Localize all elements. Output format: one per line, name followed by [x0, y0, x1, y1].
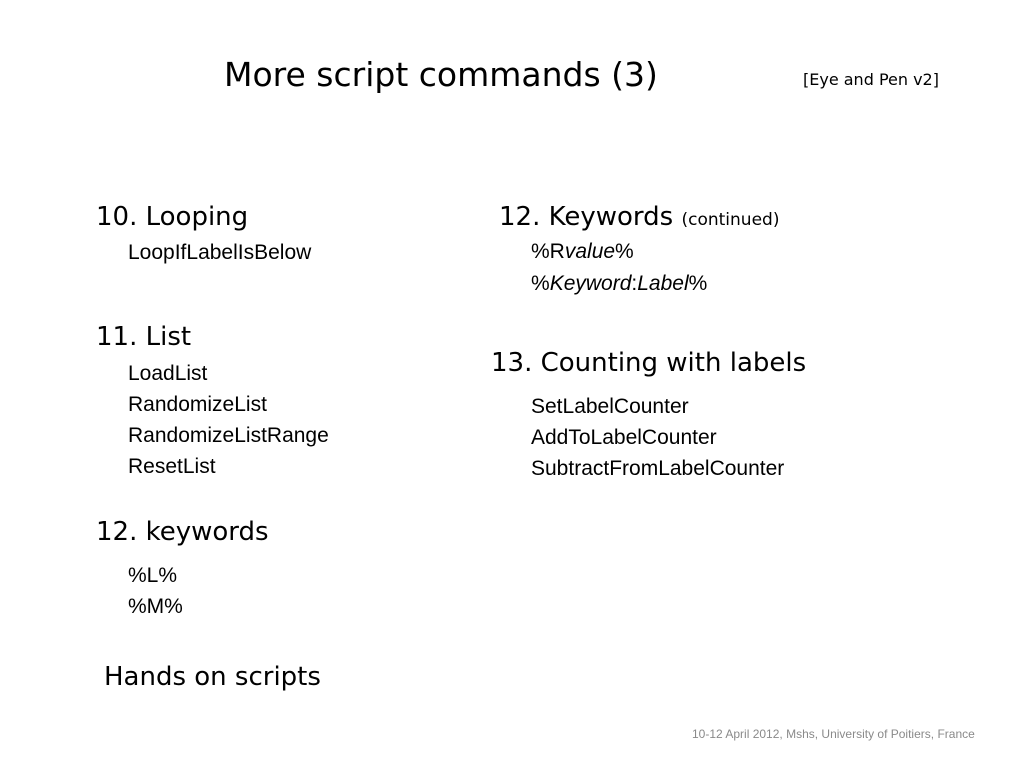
heading-looping: 10. Looping	[96, 202, 249, 232]
list-item: RandomizeListRange	[128, 424, 329, 447]
continued-note: (continued)	[681, 210, 780, 230]
hands-on-text: Hands on scripts	[104, 662, 321, 692]
counting-list	[531, 391, 784, 484]
r-prefix: %R	[531, 240, 565, 263]
counting-item: AddToLabelCounter	[531, 426, 717, 449]
list-item: LoadList	[128, 362, 208, 385]
heading-counting: 13. Counting with labels	[491, 348, 807, 378]
heading-list: 11. List	[96, 322, 192, 352]
list-item: RandomizeList	[128, 393, 267, 416]
list-item: ResetList	[128, 455, 216, 478]
keywords-list	[128, 560, 183, 622]
counting-item: SubtractFromLabelCounter	[531, 457, 785, 480]
k-prefix: %	[531, 272, 550, 295]
heading-keywords-continued	[499, 202, 779, 235]
looping-list	[128, 237, 311, 268]
list-commands	[128, 358, 329, 482]
k-keyword: Keyword	[549, 272, 632, 295]
version-tag: [Eye and Pen v2]	[803, 70, 939, 89]
k-label: Label	[637, 272, 689, 295]
looping-item: LoopIfLabelIsBelow	[128, 241, 312, 264]
keyword-item: %L%	[128, 564, 178, 587]
slide-title: More script commands (3)	[224, 55, 658, 94]
keywords-continued-title: 12. Keywords	[499, 202, 674, 232]
keyword-item: %M%	[128, 595, 183, 618]
r-suffix: %	[615, 240, 634, 263]
keyword-r-value	[531, 236, 634, 267]
footer-text: 10-12 April 2012, Mshs, University of Poitiers, France	[692, 727, 975, 741]
k-colon: :	[631, 272, 638, 295]
k-suffix: %	[688, 272, 708, 295]
heading-keywords: 12. keywords	[96, 517, 269, 547]
r-value: value	[564, 240, 616, 263]
counting-item: SetLabelCounter	[531, 395, 689, 418]
keyword-keyword-label	[531, 268, 707, 299]
